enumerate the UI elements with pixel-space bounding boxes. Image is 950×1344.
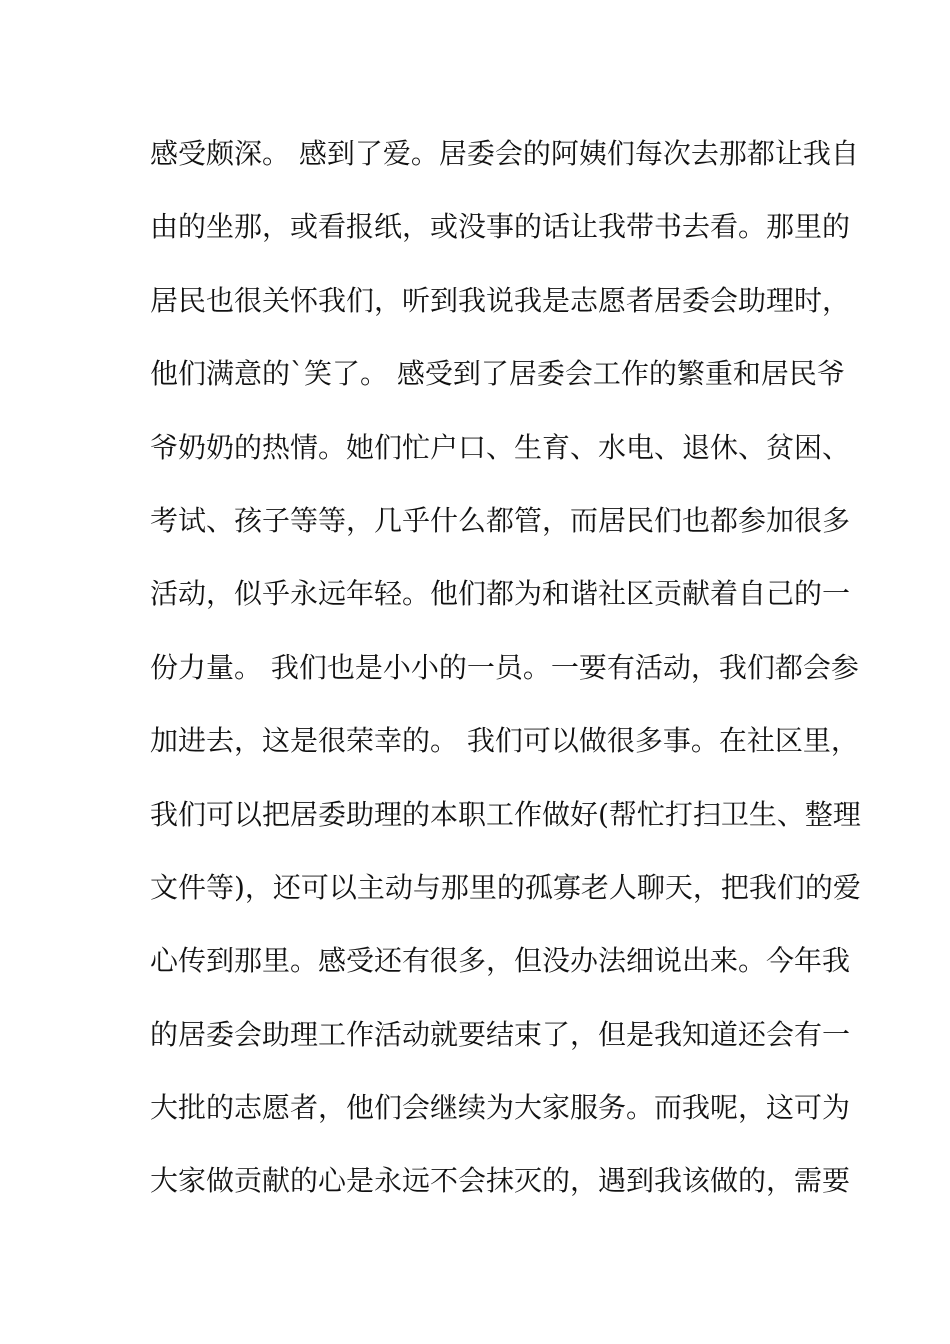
text-line: 的居委会助理工作活动就要结束了，但是我知道还会有一 bbox=[150, 1017, 851, 1051]
text-line: 爷奶奶的热情。她们忙户口、生育、水电、退休、贫困、 bbox=[150, 430, 851, 464]
text-line: 由的坐那，或看报纸，或没事的话让我带书去看。那里的 bbox=[150, 210, 851, 244]
text-line: 活动，似乎永远年轻。他们都为和谐社区贡献着自己的一 bbox=[150, 577, 851, 611]
body-text bbox=[150, 130, 861, 1231]
text-line: 大家做贡献的心是永远不会抹灭的，遇到我该做的，需要 bbox=[150, 1164, 851, 1198]
text-line: 考试、孩子等等，几乎什么都管，而居民们也都参加很多 bbox=[150, 503, 851, 537]
text-line: 感受颇深。 感到了爱。居委会的阿姨们每次去那都让我自 bbox=[150, 137, 859, 170]
text-line: 居民也很关怀我们，听到我说我是志愿者居委会助理时， bbox=[150, 283, 851, 317]
text-line: 我们可以把居委助理的本职工作做好(帮忙打扫卫生、整理 bbox=[150, 797, 861, 831]
text-line: 文件等)，还可以主动与那里的孤寡老人聊天，把我们的爱 bbox=[150, 870, 861, 904]
text-line: 他们满意的`笑了。 感受到了居委会工作的繁重和居民爷 bbox=[150, 357, 845, 391]
text-line: 加进去，这是很荣幸的。 我们可以做很多事。在社区里， bbox=[150, 724, 859, 758]
text-line: 份力量。 我们也是小小的一员。一要有活动，我们都会参 bbox=[150, 650, 859, 684]
text-line: 心传到那里。感受还有很多，但没办法细说出来。今年我 bbox=[150, 944, 851, 978]
text-line: 大批的志愿者，他们会继续为大家服务。而我呢，这可为 bbox=[150, 1091, 851, 1125]
